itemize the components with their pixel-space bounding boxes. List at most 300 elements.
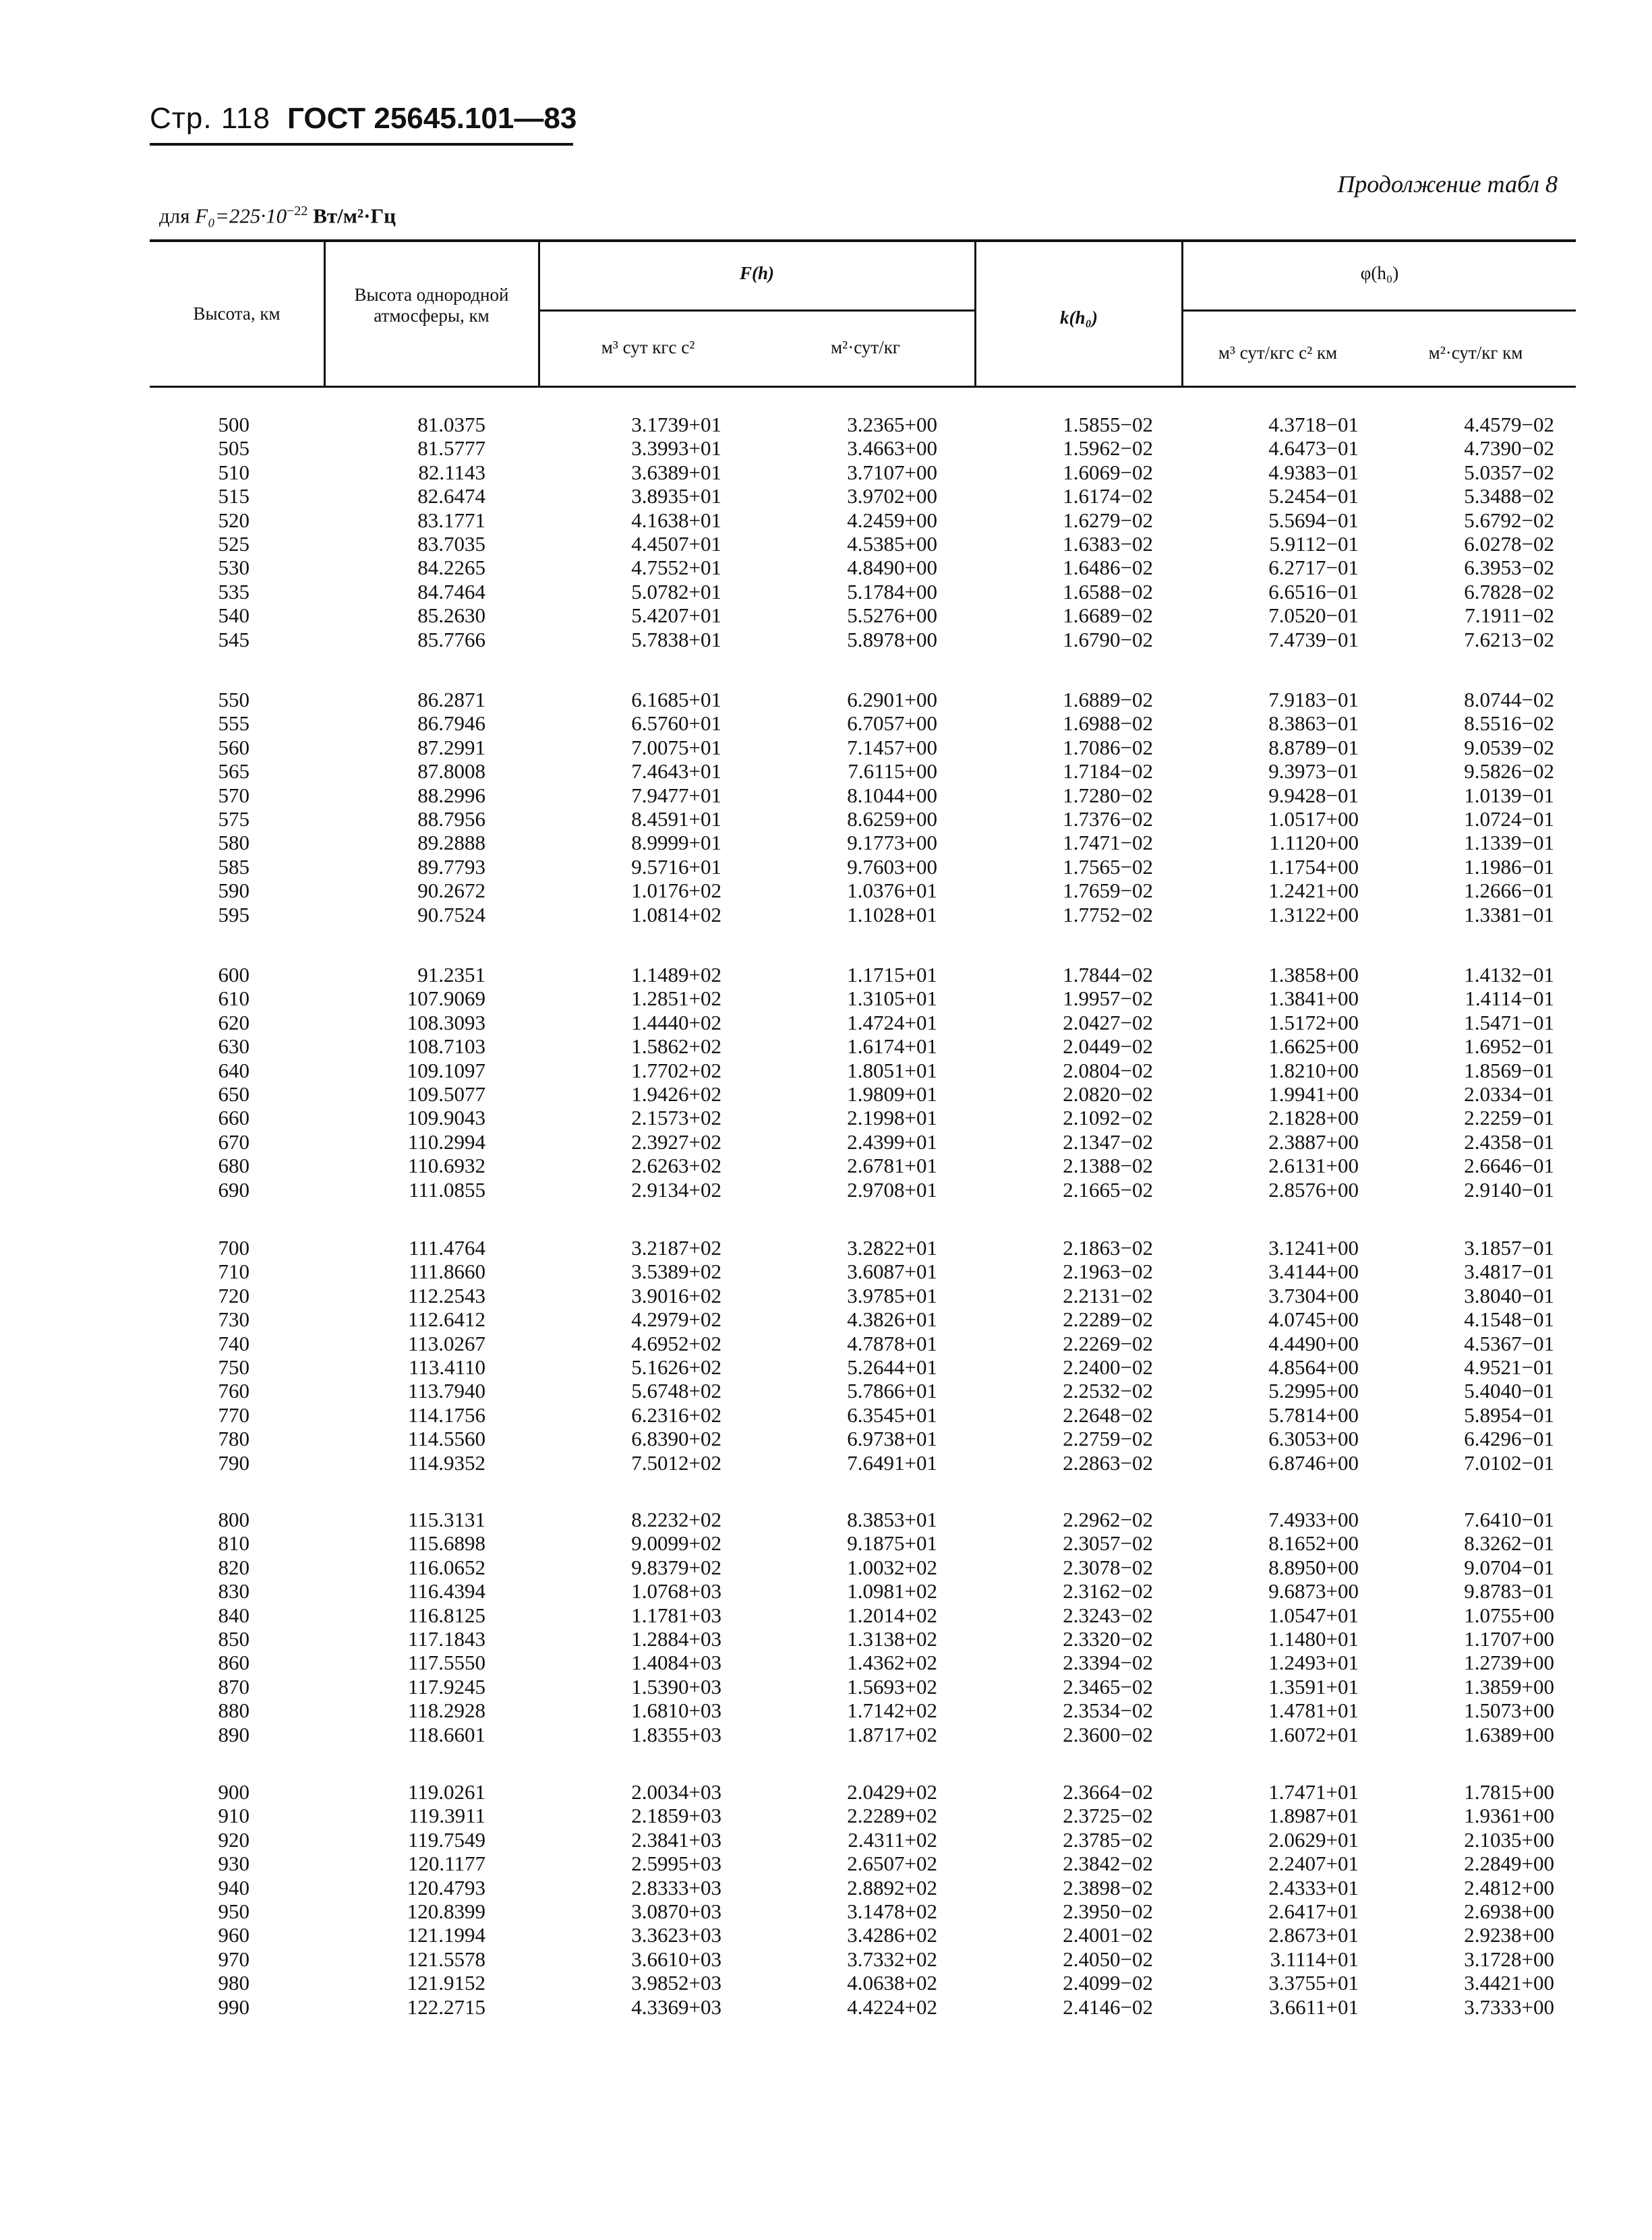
cell-phi-m2-day-kg-km: 7.1911−02 bbox=[1465, 603, 1554, 628]
cell-height-km: 595 bbox=[218, 902, 249, 926]
cell-F-m3-day-kgf-s2: 1.7702+02 bbox=[631, 1058, 721, 1082]
cell-phi-m2-day-kg-km: 4.4579−02 bbox=[1464, 413, 1554, 436]
cell-phi-m3-day-kgf-s2-km: 2.2407+01 bbox=[1268, 1852, 1359, 1876]
cell-phi-m3-day-kgf-s2-km: 5.2454−01 bbox=[1268, 484, 1359, 508]
cell-F-m3-day-kgf-s2: 6.1685+01 bbox=[631, 688, 721, 711]
cell-F-m2-day-kg: 1.4724+01 bbox=[847, 1010, 937, 1034]
cell-height-km: 650 bbox=[218, 1082, 249, 1106]
cell-phi-m3-day-kgf-s2-km: 9.3973−01 bbox=[1268, 759, 1359, 784]
cell-homogeneous-atmosphere-km: 89.2888 bbox=[417, 831, 485, 855]
cell-phi-m3-day-kgf-s2-km: 2.3887+00 bbox=[1268, 1129, 1359, 1154]
cell-k-h0: 1.6279−02 bbox=[1063, 508, 1153, 532]
header-bottom-rule bbox=[150, 386, 1576, 388]
cell-k-h0: 2.3320−02 bbox=[1063, 1627, 1153, 1651]
cell-homogeneous-atmosphere-km: 109.1097 bbox=[407, 1058, 485, 1082]
cell-F-m3-day-kgf-s2: 2.9134+02 bbox=[631, 1177, 721, 1202]
cell-F-m2-day-kg: 2.4399+01 bbox=[847, 1129, 937, 1154]
cell-F-m3-day-kgf-s2: 4.4507+01 bbox=[631, 532, 721, 556]
cell-F-m3-day-kgf-s2: 2.3841+03 bbox=[631, 1827, 721, 1852]
cell-height-km: 980 bbox=[218, 1971, 249, 1995]
cell-height-km: 540 bbox=[218, 603, 249, 628]
cell-F-m3-day-kgf-s2: 3.1739+01 bbox=[631, 413, 721, 436]
cell-k-h0: 2.0427−02 bbox=[1063, 1010, 1153, 1034]
cell-height-km: 770 bbox=[218, 1403, 249, 1427]
cell-F-m2-day-kg: 7.1457+00 bbox=[847, 735, 937, 759]
cell-phi-m3-day-kgf-s2-km: 2.1828+00 bbox=[1268, 1106, 1359, 1130]
cell-phi-m2-day-kg-km: 4.9521−01 bbox=[1464, 1355, 1554, 1379]
cell-height-km: 525 bbox=[218, 532, 249, 556]
cell-phi-m2-day-kg-km: 1.5073+00 bbox=[1464, 1699, 1554, 1723]
cell-phi-m2-day-kg-km: 1.2666−01 bbox=[1464, 879, 1554, 903]
cell-phi-m2-day-kg-km: 3.4817−01 bbox=[1464, 1260, 1554, 1284]
cell-homogeneous-atmosphere-km: 90.2672 bbox=[417, 879, 485, 903]
cell-F-m2-day-kg: 6.2901+00 bbox=[847, 688, 937, 711]
cell-F-m2-day-kg: 7.6491+01 bbox=[847, 1450, 937, 1475]
cell-F-m2-day-kg: 1.1028+01 bbox=[847, 902, 937, 926]
cell-F-m2-day-kg: 2.4311+02 bbox=[848, 1827, 937, 1852]
cell-phi-m3-day-kgf-s2-km: 1.2493+01 bbox=[1268, 1651, 1359, 1675]
cell-F-m3-day-kgf-s2: 1.8355+03 bbox=[631, 1722, 721, 1746]
cell-k-h0: 1.6889−02 bbox=[1063, 688, 1153, 711]
cell-phi-m2-day-kg-km: 1.1986−01 bbox=[1464, 854, 1554, 879]
cell-F-m3-day-kgf-s2: 3.6389+01 bbox=[631, 460, 721, 484]
cell-F-m2-day-kg: 3.4286+02 bbox=[847, 1923, 937, 1947]
cell-phi-m2-day-kg-km: 9.0539−02 bbox=[1464, 735, 1554, 759]
cell-phi-m3-day-kgf-s2-km: 4.6473−01 bbox=[1268, 436, 1359, 461]
cell-phi-m3-day-kgf-s2-km: 4.9383−01 bbox=[1268, 460, 1359, 484]
cell-k-h0: 1.9957−02 bbox=[1063, 986, 1153, 1011]
cell-F-m3-day-kgf-s2: 5.7838+01 bbox=[631, 627, 721, 651]
cell-height-km: 545 bbox=[218, 627, 249, 651]
cell-phi-m3-day-kgf-s2-km: 7.4933+00 bbox=[1268, 1508, 1359, 1531]
cell-phi-m2-day-kg-km: 1.5471−01 bbox=[1464, 1010, 1554, 1034]
cell-homogeneous-atmosphere-km: 114.1756 bbox=[407, 1403, 485, 1427]
cell-k-h0: 2.1388−02 bbox=[1063, 1154, 1153, 1178]
cell-homogeneous-atmosphere-km: 118.6601 bbox=[407, 1722, 485, 1746]
cell-homogeneous-atmosphere-km: 119.3911 bbox=[409, 1804, 485, 1828]
cell-height-km: 860 bbox=[218, 1651, 249, 1675]
cell-phi-m3-day-kgf-s2-km: 5.5694−01 bbox=[1268, 508, 1359, 532]
cell-phi-m3-day-kgf-s2-km: 4.0745+00 bbox=[1268, 1307, 1359, 1332]
cell-phi-m3-day-kgf-s2-km: 1.3591+01 bbox=[1268, 1674, 1359, 1699]
cell-phi-m3-day-kgf-s2-km: 3.1241+00 bbox=[1268, 1236, 1359, 1260]
cell-F-m3-day-kgf-s2: 2.1859+03 bbox=[631, 1804, 721, 1828]
cell-F-m2-day-kg: 1.4362+02 bbox=[847, 1651, 937, 1675]
cell-F-m3-day-kgf-s2: 6.2316+02 bbox=[631, 1403, 721, 1427]
header-sub-rule-phi bbox=[1183, 310, 1576, 312]
col-header-phi-unit-1: м³ сут/кгс с² км bbox=[1218, 343, 1338, 363]
cell-height-km: 535 bbox=[218, 579, 249, 603]
cell-F-m3-day-kgf-s2: 1.5390+03 bbox=[631, 1674, 721, 1699]
table-subtitle bbox=[159, 204, 396, 228]
subtitle-expr: F₀=225·10 bbox=[195, 204, 287, 228]
cell-height-km: 780 bbox=[218, 1427, 249, 1451]
cell-F-m2-day-kg: 6.9738+01 bbox=[847, 1427, 937, 1451]
cell-F-m3-day-kgf-s2: 1.1489+02 bbox=[631, 963, 721, 986]
cell-phi-m3-day-kgf-s2-km: 4.8564+00 bbox=[1268, 1355, 1359, 1379]
cell-phi-m2-day-kg-km: 1.4114−01 bbox=[1465, 986, 1554, 1011]
cell-height-km: 820 bbox=[218, 1555, 249, 1579]
cell-k-h0: 2.0820−02 bbox=[1063, 1082, 1153, 1106]
header-divider-1 bbox=[324, 242, 326, 386]
cell-F-m3-day-kgf-s2: 1.9426+02 bbox=[631, 1082, 721, 1106]
cell-F-m3-day-kgf-s2: 3.3623+03 bbox=[631, 1923, 721, 1947]
cell-phi-m3-day-kgf-s2-km: 1.1120+00 bbox=[1269, 831, 1359, 855]
cell-homogeneous-atmosphere-km: 85.2630 bbox=[417, 603, 485, 628]
cell-homogeneous-atmosphere-km: 116.8125 bbox=[407, 1603, 485, 1627]
cell-F-m2-day-kg: 1.6174+01 bbox=[847, 1034, 937, 1059]
cell-phi-m3-day-kgf-s2-km: 2.4333+01 bbox=[1268, 1875, 1359, 1899]
cell-F-m3-day-kgf-s2: 1.0176+02 bbox=[631, 879, 721, 903]
cell-F-m3-day-kgf-s2: 6.8390+02 bbox=[631, 1427, 721, 1451]
col-header-F: F(h) bbox=[739, 263, 774, 283]
cell-F-m3-day-kgf-s2: 2.5995+03 bbox=[631, 1852, 721, 1876]
cell-height-km: 850 bbox=[218, 1627, 249, 1651]
col-header-F-unit-1: м³ сут кгс с² bbox=[601, 337, 695, 357]
cell-height-km: 960 bbox=[218, 1923, 249, 1947]
cell-k-h0: 1.7280−02 bbox=[1063, 783, 1153, 807]
cell-k-h0: 2.4146−02 bbox=[1063, 1995, 1153, 2019]
cell-height-km: 670 bbox=[218, 1129, 249, 1154]
cell-phi-m3-day-kgf-s2-km: 1.6072+01 bbox=[1268, 1722, 1359, 1746]
cell-height-km: 730 bbox=[218, 1307, 249, 1332]
cell-k-h0: 2.2648−02 bbox=[1063, 1403, 1153, 1427]
cell-phi-m3-day-kgf-s2-km: 1.3122+00 bbox=[1268, 902, 1359, 926]
cell-homogeneous-atmosphere-km: 81.0375 bbox=[417, 413, 485, 436]
cell-height-km: 800 bbox=[218, 1508, 249, 1531]
cell-F-m2-day-kg: 9.1875+01 bbox=[847, 1531, 937, 1556]
cell-homogeneous-atmosphere-km: 117.5550 bbox=[407, 1651, 485, 1675]
cell-k-h0: 2.1347−02 bbox=[1063, 1129, 1153, 1154]
cell-F-m3-day-kgf-s2: 3.0870+03 bbox=[631, 1899, 721, 1923]
cell-phi-m3-day-kgf-s2-km: 9.6873+00 bbox=[1268, 1579, 1359, 1603]
cell-height-km: 720 bbox=[218, 1283, 249, 1307]
cell-homogeneous-atmosphere-km: 114.5560 bbox=[407, 1427, 485, 1451]
cell-F-m3-day-kgf-s2: 1.4440+02 bbox=[631, 1010, 721, 1034]
cell-F-m2-day-kg: 1.5693+02 bbox=[847, 1674, 937, 1699]
cell-height-km: 890 bbox=[218, 1722, 249, 1746]
cell-homogeneous-atmosphere-km: 82.6474 bbox=[417, 484, 485, 508]
cell-phi-m2-day-kg-km: 1.7815+00 bbox=[1464, 1780, 1554, 1804]
cell-k-h0: 1.7471−02 bbox=[1063, 831, 1153, 855]
cell-phi-m3-day-kgf-s2-km: 7.9183−01 bbox=[1268, 688, 1359, 711]
cell-phi-m2-day-kg-km: 6.7828−02 bbox=[1464, 579, 1554, 603]
cell-phi-m3-day-kgf-s2-km: 4.3718−01 bbox=[1268, 413, 1359, 436]
cell-height-km: 510 bbox=[218, 460, 249, 484]
cell-phi-m2-day-kg-km: 5.0357−02 bbox=[1464, 460, 1554, 484]
cell-F-m2-day-kg: 2.8892+02 bbox=[847, 1875, 937, 1899]
cell-phi-m2-day-kg-km: 1.6952−01 bbox=[1464, 1034, 1554, 1059]
cell-k-h0: 2.3243−02 bbox=[1063, 1603, 1153, 1627]
cell-height-km: 700 bbox=[218, 1236, 249, 1260]
cell-phi-m3-day-kgf-s2-km: 2.6131+00 bbox=[1268, 1154, 1359, 1178]
cell-F-m2-day-kg: 1.3105+01 bbox=[847, 986, 937, 1011]
cell-phi-m3-day-kgf-s2-km: 8.1652+00 bbox=[1268, 1531, 1359, 1556]
cell-k-h0: 1.7565−02 bbox=[1063, 854, 1153, 879]
cell-phi-m2-day-kg-km: 5.6792−02 bbox=[1464, 508, 1554, 532]
cell-phi-m2-day-kg-km: 2.4358−01 bbox=[1464, 1129, 1554, 1154]
cell-homogeneous-atmosphere-km: 113.4110 bbox=[409, 1355, 485, 1379]
cell-height-km: 560 bbox=[218, 735, 249, 759]
cell-phi-m3-day-kgf-s2-km: 2.6417+01 bbox=[1268, 1899, 1359, 1923]
cell-F-m2-day-kg: 4.5385+00 bbox=[847, 532, 937, 556]
cell-height-km: 590 bbox=[218, 879, 249, 903]
cell-F-m3-day-kgf-s2: 1.6810+03 bbox=[631, 1699, 721, 1723]
cell-homogeneous-atmosphere-km: 113.0267 bbox=[407, 1331, 485, 1355]
col-header-phi: φ(h₀) bbox=[1360, 263, 1399, 283]
cell-phi-m3-day-kgf-s2-km: 1.3858+00 bbox=[1268, 963, 1359, 986]
cell-homogeneous-atmosphere-km: 120.1177 bbox=[407, 1852, 485, 1876]
cell-height-km: 940 bbox=[218, 1875, 249, 1899]
cell-F-m3-day-kgf-s2: 1.0814+02 bbox=[631, 902, 721, 926]
cell-F-m2-day-kg: 9.1773+00 bbox=[847, 831, 937, 855]
cell-k-h0: 2.3725−02 bbox=[1063, 1804, 1153, 1828]
cell-F-m2-day-kg: 1.2014+02 bbox=[847, 1603, 937, 1627]
cell-k-h0: 1.7752−02 bbox=[1063, 902, 1153, 926]
cell-phi-m3-day-kgf-s2-km: 6.6516−01 bbox=[1268, 579, 1359, 603]
cell-phi-m3-day-kgf-s2-km: 1.0547+01 bbox=[1268, 1603, 1359, 1627]
cell-phi-m3-day-kgf-s2-km: 7.0520−01 bbox=[1268, 603, 1359, 628]
cell-F-m3-day-kgf-s2: 3.9016+02 bbox=[631, 1283, 721, 1307]
cell-k-h0: 2.3950−02 bbox=[1063, 1899, 1153, 1923]
cell-phi-m2-day-kg-km: 2.9140−01 bbox=[1464, 1177, 1554, 1202]
cell-k-h0: 1.6689−02 bbox=[1063, 603, 1153, 628]
cell-F-m2-day-kg: 1.9809+01 bbox=[847, 1082, 937, 1106]
cell-phi-m3-day-kgf-s2-km: 1.0517+00 bbox=[1268, 807, 1359, 831]
cell-height-km: 555 bbox=[218, 711, 249, 736]
cell-homogeneous-atmosphere-km: 122.2715 bbox=[407, 1995, 485, 2019]
cell-F-m2-day-kg: 5.8978+00 bbox=[847, 627, 937, 651]
cell-homogeneous-atmosphere-km: 87.8008 bbox=[417, 759, 485, 784]
cell-k-h0: 1.5962−02 bbox=[1063, 436, 1153, 461]
col-header-phi-unit-2: м²·сут/кг км bbox=[1428, 343, 1523, 363]
cell-F-m2-day-kg: 2.2289+02 bbox=[847, 1804, 937, 1828]
cell-k-h0: 1.7659−02 bbox=[1063, 879, 1153, 903]
cell-homogeneous-atmosphere-km: 91.2351 bbox=[417, 963, 485, 986]
cell-height-km: 680 bbox=[218, 1154, 249, 1178]
cell-phi-m3-day-kgf-s2-km: 1.4781+01 bbox=[1268, 1699, 1359, 1723]
col-header-k: k(h₀) bbox=[1060, 307, 1098, 328]
cell-k-h0: 2.3785−02 bbox=[1063, 1827, 1153, 1852]
cell-k-h0: 2.4099−02 bbox=[1063, 1971, 1153, 1995]
cell-F-m3-day-kgf-s2: 5.1626+02 bbox=[631, 1355, 721, 1379]
cell-F-m2-day-kg: 3.4663+00 bbox=[847, 436, 937, 461]
cell-height-km: 515 bbox=[218, 484, 249, 508]
cell-height-km: 910 bbox=[218, 1804, 249, 1828]
cell-phi-m3-day-kgf-s2-km: 1.1754+00 bbox=[1268, 854, 1359, 879]
cell-k-h0: 2.0804−02 bbox=[1063, 1058, 1153, 1082]
cell-phi-m3-day-kgf-s2-km: 3.4144+00 bbox=[1268, 1260, 1359, 1284]
cell-height-km: 630 bbox=[218, 1034, 249, 1059]
cell-phi-m2-day-kg-km: 2.2849+00 bbox=[1464, 1852, 1554, 1876]
cell-k-h0: 1.6069−02 bbox=[1063, 460, 1153, 484]
cell-homogeneous-atmosphere-km: 90.7524 bbox=[417, 902, 485, 926]
col-header-F-unit-2: м²·сут/кг bbox=[831, 337, 900, 357]
cell-phi-m3-day-kgf-s2-km: 1.3841+00 bbox=[1268, 986, 1359, 1011]
cell-F-m3-day-kgf-s2: 4.6952+02 bbox=[631, 1331, 721, 1355]
cell-homogeneous-atmosphere-km: 109.9043 bbox=[407, 1106, 485, 1130]
cell-F-m2-day-kg: 5.1784+00 bbox=[847, 579, 937, 603]
cell-F-m2-day-kg: 8.1044+00 bbox=[847, 783, 937, 807]
cell-height-km: 500 bbox=[218, 413, 249, 436]
cell-height-km: 740 bbox=[218, 1331, 249, 1355]
cell-phi-m2-day-kg-km: 9.5826−02 bbox=[1464, 759, 1554, 784]
cell-k-h0: 1.6383−02 bbox=[1063, 532, 1153, 556]
cell-F-m3-day-kgf-s2: 4.3369+03 bbox=[631, 1995, 721, 2019]
cell-F-m3-day-kgf-s2: 4.7552+01 bbox=[631, 556, 721, 580]
cell-phi-m2-day-kg-km: 6.4296−01 bbox=[1464, 1427, 1554, 1451]
cell-F-m2-day-kg: 4.0638+02 bbox=[847, 1971, 937, 1995]
cell-F-m2-day-kg: 3.2822+01 bbox=[847, 1236, 937, 1260]
cell-phi-m2-day-kg-km: 6.0278−02 bbox=[1464, 532, 1554, 556]
cell-homogeneous-atmosphere-km: 110.6932 bbox=[407, 1154, 485, 1178]
cell-height-km: 660 bbox=[218, 1106, 249, 1130]
cell-phi-m2-day-kg-km: 1.0139−01 bbox=[1464, 783, 1554, 807]
cell-F-m3-day-kgf-s2: 7.0075+01 bbox=[631, 735, 721, 759]
header-top-rule bbox=[150, 239, 1576, 242]
cell-homogeneous-atmosphere-km: 120.8399 bbox=[407, 1899, 485, 1923]
cell-F-m3-day-kgf-s2: 6.5760+01 bbox=[631, 711, 721, 736]
header-underline bbox=[150, 143, 573, 146]
cell-k-h0: 2.3898−02 bbox=[1063, 1875, 1153, 1899]
cell-homogeneous-atmosphere-km: 107.9069 bbox=[407, 986, 485, 1011]
page-header bbox=[150, 101, 577, 136]
cell-homogeneous-atmosphere-km: 88.7956 bbox=[417, 807, 485, 831]
cell-phi-m2-day-kg-km: 2.4812+00 bbox=[1464, 1875, 1554, 1899]
cell-k-h0: 1.6486−02 bbox=[1063, 556, 1153, 580]
cell-phi-m2-day-kg-km: 2.6938+00 bbox=[1464, 1899, 1554, 1923]
subtitle-prefix: для bbox=[159, 204, 190, 228]
cell-height-km: 690 bbox=[218, 1177, 249, 1202]
cell-F-m3-day-kgf-s2: 1.2851+02 bbox=[631, 986, 721, 1011]
cell-height-km: 585 bbox=[218, 854, 249, 879]
cell-homogeneous-atmosphere-km: 121.5578 bbox=[407, 1947, 485, 1971]
cell-phi-m2-day-kg-km: 1.3381−01 bbox=[1464, 902, 1554, 926]
cell-phi-m3-day-kgf-s2-km: 6.3053+00 bbox=[1268, 1427, 1359, 1451]
cell-height-km: 970 bbox=[218, 1947, 249, 1971]
cell-homogeneous-atmosphere-km: 112.2543 bbox=[407, 1283, 485, 1307]
cell-homogeneous-atmosphere-km: 112.6412 bbox=[407, 1307, 485, 1332]
cell-k-h0: 2.3057−02 bbox=[1063, 1531, 1153, 1556]
cell-homogeneous-atmosphere-km: 84.2265 bbox=[417, 556, 485, 580]
cell-height-km: 990 bbox=[218, 1995, 249, 2019]
cell-F-m3-day-kgf-s2: 7.5012+02 bbox=[631, 1450, 721, 1475]
cell-phi-m2-day-kg-km: 2.2259−01 bbox=[1464, 1106, 1554, 1130]
cell-F-m3-day-kgf-s2: 2.8333+03 bbox=[631, 1875, 721, 1899]
cell-phi-m2-day-kg-km: 4.5367−01 bbox=[1464, 1331, 1554, 1355]
cell-phi-m3-day-kgf-s2-km: 3.6611+01 bbox=[1269, 1995, 1359, 2019]
cell-height-km: 950 bbox=[218, 1899, 249, 1923]
cell-k-h0: 2.2269−02 bbox=[1063, 1331, 1153, 1355]
cell-homogeneous-atmosphere-km: 116.4394 bbox=[407, 1579, 485, 1603]
cell-F-m2-day-kg: 5.2644+01 bbox=[847, 1355, 937, 1379]
cell-phi-m3-day-kgf-s2-km: 5.7814+00 bbox=[1268, 1403, 1359, 1427]
cell-k-h0: 2.3600−02 bbox=[1063, 1722, 1153, 1746]
cell-k-h0: 1.6790−02 bbox=[1063, 627, 1153, 651]
cell-k-h0: 2.4001−02 bbox=[1063, 1923, 1153, 1947]
cell-phi-m3-day-kgf-s2-km: 8.8789−01 bbox=[1268, 735, 1359, 759]
cell-homogeneous-atmosphere-km: 111.8660 bbox=[409, 1260, 485, 1284]
cell-k-h0: 2.1863−02 bbox=[1063, 1236, 1153, 1260]
cell-homogeneous-atmosphere-km: 121.1994 bbox=[407, 1923, 485, 1947]
cell-phi-m3-day-kgf-s2-km: 3.7304+00 bbox=[1268, 1283, 1359, 1307]
cell-phi-m3-day-kgf-s2-km: 1.8210+00 bbox=[1268, 1058, 1359, 1082]
subtitle-exp: −22 bbox=[287, 204, 308, 218]
cell-F-m3-day-kgf-s2: 3.3993+01 bbox=[631, 436, 721, 461]
cell-F-m2-day-kg: 1.7142+02 bbox=[847, 1699, 937, 1723]
cell-F-m2-day-kg: 9.7603+00 bbox=[847, 854, 937, 879]
cell-k-h0: 1.7844−02 bbox=[1063, 963, 1153, 986]
cell-F-m3-day-kgf-s2: 1.0768+03 bbox=[631, 1579, 721, 1603]
cell-k-h0: 2.3465−02 bbox=[1063, 1674, 1153, 1699]
cell-F-m3-day-kgf-s2: 2.1573+02 bbox=[631, 1106, 721, 1130]
cell-phi-m3-day-kgf-s2-km: 3.3755+01 bbox=[1268, 1971, 1359, 1995]
cell-k-h0: 2.2289−02 bbox=[1063, 1307, 1153, 1332]
cell-phi-m3-day-kgf-s2-km: 5.2995+00 bbox=[1268, 1379, 1359, 1403]
cell-F-m3-day-kgf-s2: 9.0099+02 bbox=[631, 1531, 721, 1556]
cell-homogeneous-atmosphere-km: 114.9352 bbox=[407, 1450, 485, 1475]
cell-k-h0: 2.1665−02 bbox=[1063, 1177, 1153, 1202]
cell-homogeneous-atmosphere-km: 83.7035 bbox=[417, 532, 485, 556]
cell-F-m3-day-kgf-s2: 3.5389+02 bbox=[631, 1260, 721, 1284]
cell-k-h0: 2.3664−02 bbox=[1063, 1780, 1153, 1804]
cell-height-km: 565 bbox=[218, 759, 249, 784]
cell-height-km: 880 bbox=[218, 1699, 249, 1723]
cell-height-km: 790 bbox=[218, 1450, 249, 1475]
cell-k-h0: 1.7184−02 bbox=[1063, 759, 1153, 784]
cell-F-m2-day-kg: 7.6115+00 bbox=[848, 759, 937, 784]
cell-phi-m3-day-kgf-s2-km: 8.8950+00 bbox=[1268, 1555, 1359, 1579]
cell-height-km: 600 bbox=[218, 963, 249, 986]
cell-phi-m3-day-kgf-s2-km: 9.9428−01 bbox=[1268, 783, 1359, 807]
cell-homogeneous-atmosphere-km: 83.1771 bbox=[417, 508, 485, 532]
cell-F-m2-day-kg: 5.5276+00 bbox=[847, 603, 937, 628]
cell-homogeneous-atmosphere-km: 116.0652 bbox=[407, 1555, 485, 1579]
cell-height-km: 810 bbox=[218, 1531, 249, 1556]
cell-homogeneous-atmosphere-km: 117.9245 bbox=[407, 1674, 485, 1699]
cell-homogeneous-atmosphere-km: 113.7940 bbox=[407, 1379, 485, 1403]
cell-F-m2-day-kg: 3.7332+02 bbox=[847, 1947, 937, 1971]
cell-phi-m2-day-kg-km: 4.7390−02 bbox=[1464, 436, 1554, 461]
cell-F-m2-day-kg: 4.3826+01 bbox=[847, 1307, 937, 1332]
cell-k-h0: 1.5855−02 bbox=[1063, 413, 1153, 436]
cell-phi-m2-day-kg-km: 1.4132−01 bbox=[1464, 963, 1554, 986]
cell-phi-m2-day-kg-km: 1.9361+00 bbox=[1464, 1804, 1554, 1828]
cell-F-m2-day-kg: 1.0032+02 bbox=[847, 1555, 937, 1579]
cell-k-h0: 1.7086−02 bbox=[1063, 735, 1153, 759]
cell-F-m2-day-kg: 1.1715+01 bbox=[847, 963, 937, 986]
cell-homogeneous-atmosphere-km: 109.5077 bbox=[407, 1082, 485, 1106]
cell-k-h0: 1.7376−02 bbox=[1063, 807, 1153, 831]
cell-phi-m3-day-kgf-s2-km: 2.0629+01 bbox=[1268, 1827, 1359, 1852]
col-header-homogeneous-atmosphere: Высота однородной атмосферы, км bbox=[354, 285, 509, 326]
cell-height-km: 575 bbox=[218, 807, 249, 831]
cell-F-m2-day-kg: 2.6781+01 bbox=[847, 1154, 937, 1178]
cell-homogeneous-atmosphere-km: 115.3131 bbox=[407, 1508, 485, 1531]
cell-F-m2-day-kg: 4.2459+00 bbox=[847, 508, 937, 532]
cell-F-m2-day-kg: 3.7107+00 bbox=[847, 460, 937, 484]
cell-phi-m2-day-kg-km: 1.3859+00 bbox=[1464, 1674, 1554, 1699]
cell-phi-m3-day-kgf-s2-km: 7.4739−01 bbox=[1268, 627, 1359, 651]
cell-k-h0: 1.6988−02 bbox=[1063, 711, 1153, 736]
cell-height-km: 620 bbox=[218, 1010, 249, 1034]
cell-height-km: 520 bbox=[218, 508, 249, 532]
cell-homogeneous-atmosphere-km: 89.7793 bbox=[417, 854, 485, 879]
cell-homogeneous-atmosphere-km: 82.1143 bbox=[418, 460, 485, 484]
cell-F-m3-day-kgf-s2: 7.4643+01 bbox=[631, 759, 721, 784]
cell-height-km: 640 bbox=[218, 1058, 249, 1082]
cell-k-h0: 2.2863−02 bbox=[1063, 1450, 1153, 1475]
